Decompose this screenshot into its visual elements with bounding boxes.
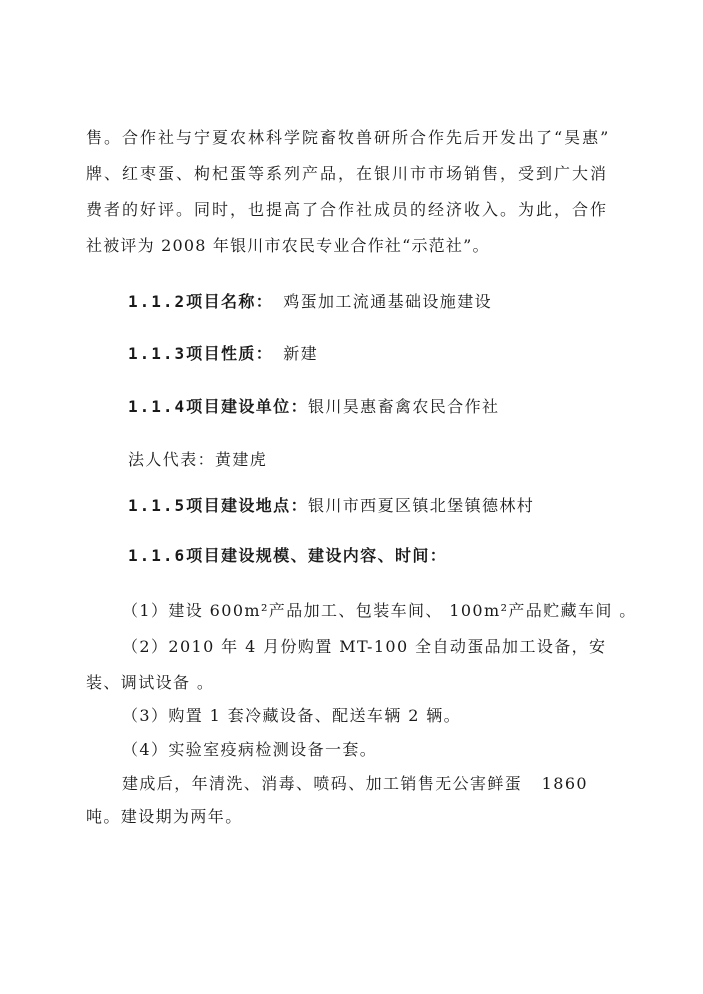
section-value: 鸡蛋加工流通基础设施建设 (283, 292, 492, 311)
section-project-nature (128, 343, 318, 365)
intro-line-3: 费者的好评。同时，也提高了合作社成员的经济收入。为此，合作 (86, 200, 609, 219)
section-label: 项目性质： (186, 344, 274, 363)
section-label: 项目建设单位： (186, 397, 308, 416)
section-value: 银川昊惠畜禽农民合作社 (307, 397, 500, 416)
section-value: 银川市西夏区镇北堡镇德林村 (307, 496, 535, 515)
completion-line-2: 吨。建设期为两年。 (86, 807, 243, 826)
completion-line-1: 建成后，年清洗、消毒、喷码、加工销售无公害鲜蛋 1860 (122, 774, 588, 793)
scale-item-4: （4）实验室疫病检测设备一套。 (122, 740, 378, 759)
section-number: 1.1.3 (128, 344, 187, 363)
intro-line-1: 售。合作社与宁夏农林科学院畜牧兽研所合作先后开发出了“昊惠” (86, 128, 611, 147)
scale-item-2-line-1: （2）2010 年 4 月份购置 MT-100 全自动蛋品加工设备，安 (122, 637, 607, 656)
section-number: 1.1.5 (128, 496, 187, 515)
section-project-name (128, 291, 492, 313)
section-number: 1.1.4 (128, 397, 187, 416)
section-label: 项目建设规模、建设内容、时间： (186, 546, 448, 565)
section-number: 1.1.6 (128, 546, 187, 565)
scale-item-2-line-2: 装、调试设备 。 (86, 673, 215, 692)
section-project-scale (128, 545, 447, 567)
intro-line-2: 牌、红枣蛋、枸杞蛋等系列产品，在银川市市场销售，受到广大消 (86, 164, 609, 183)
section-number: 1.1.2 (128, 292, 187, 311)
section-project-unit (128, 396, 499, 418)
section-value: 新建 (283, 344, 318, 363)
scale-item-1: （1）建设 600m²产品加工、包装车间、 100m²产品贮藏车间 。 (122, 601, 637, 620)
legal-representative: 法人代表：黄建虎 (128, 450, 268, 469)
scale-item-3: （3）购置 1 套冷藏设备、配送车辆 2 辆。 (122, 706, 462, 725)
intro-line-4: 社被评为 2008 年银川市农民专业合作社“示范社”。 (86, 236, 490, 255)
section-project-location (128, 495, 534, 517)
section-label: 项目名称： (186, 292, 274, 311)
section-label: 项目建设地点： (186, 496, 308, 515)
